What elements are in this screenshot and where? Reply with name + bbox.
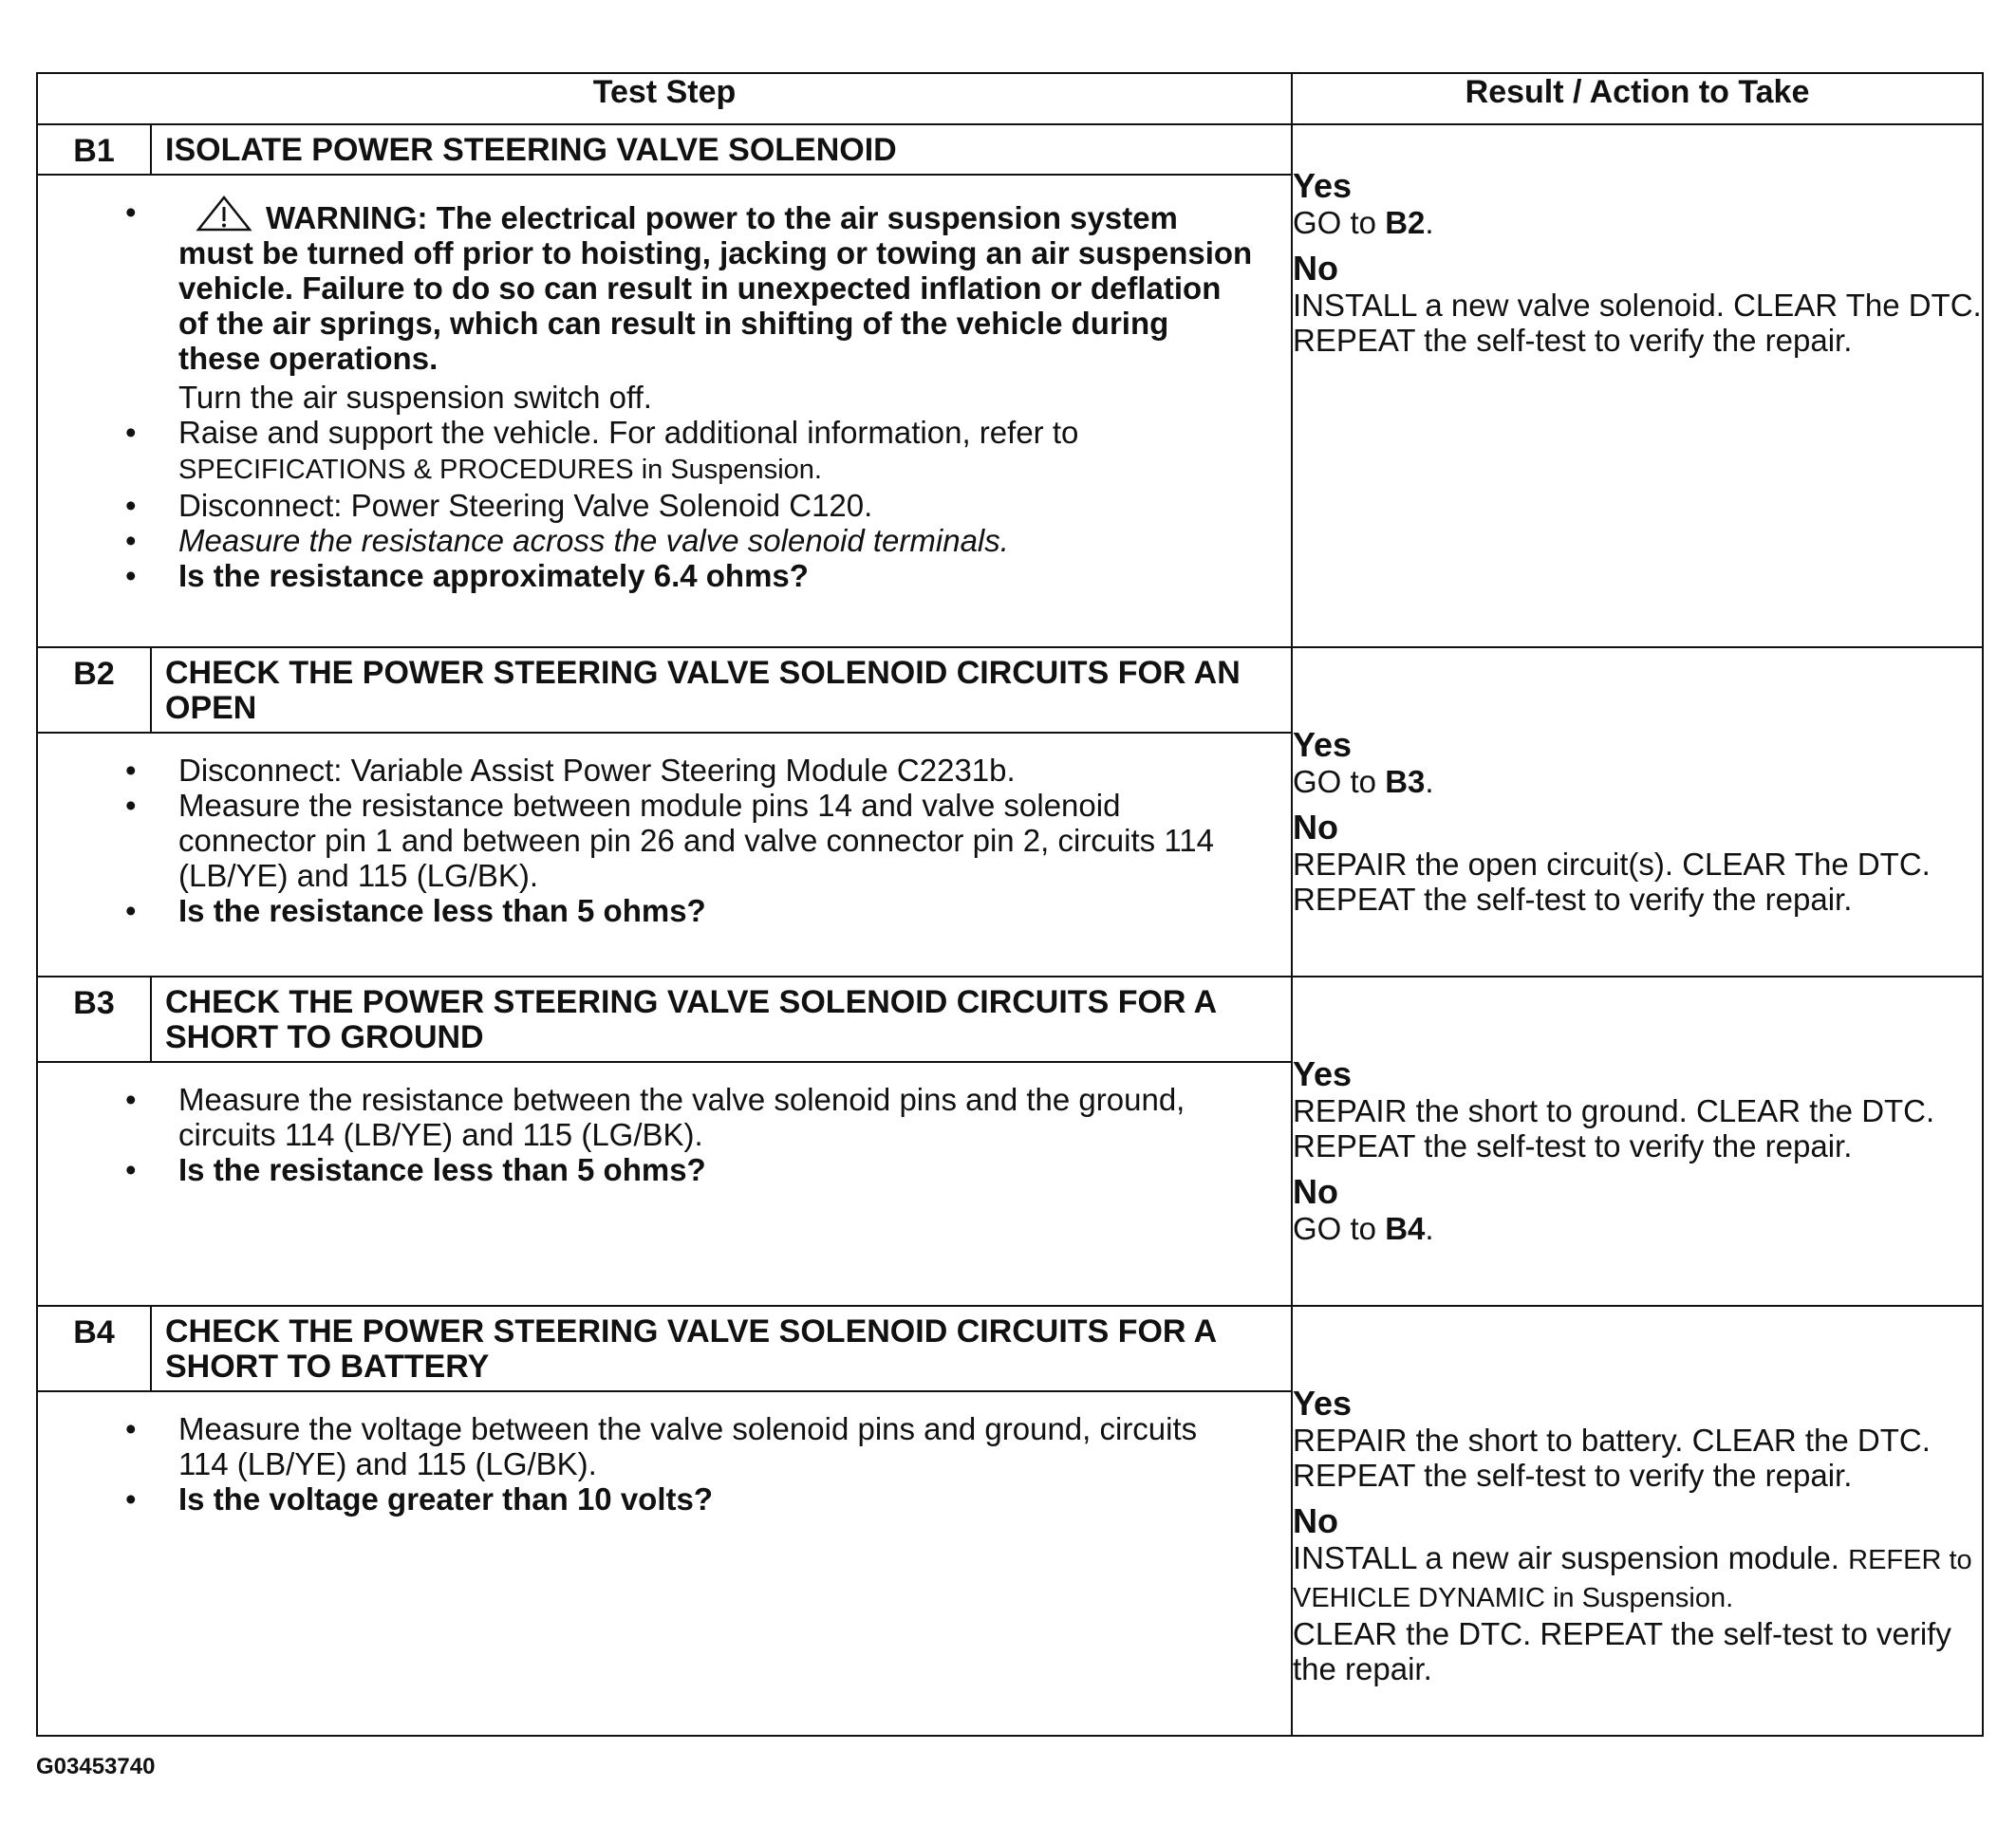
list-item <box>125 753 1253 788</box>
raise-reference: SPECIFICATIONS & PROCEDURES in Suspension. <box>178 455 822 485</box>
bullet-icon: • <box>125 893 137 928</box>
yes-label: Yes <box>1293 1054 1353 1093</box>
step-id: B4 <box>38 1307 152 1390</box>
diagnostic-table <box>36 72 1984 1737</box>
no-action-text-end: CLEAR the DTC. REPEAT the self-test to verify the repair. <box>1293 1616 1951 1686</box>
yes-action-period: . <box>1425 764 1434 799</box>
bullet-icon: • <box>125 753 137 788</box>
question-text: Is the resistance approximately 6.4 ohms? <box>178 558 809 593</box>
measure-text: Measure the resistance across the valve solenoid terminals. <box>178 523 1009 558</box>
bullet-icon: • <box>125 558 137 593</box>
yes-label: Yes <box>1293 166 1353 205</box>
list-item <box>125 788 1253 893</box>
step-id: B3 <box>38 977 152 1061</box>
goto-step-ref: B3 <box>1385 764 1426 799</box>
step-id: B1 <box>38 125 152 174</box>
disconnect-text: Disconnect: Variable Assist Power Steering Module C2231b. <box>178 753 1016 788</box>
result-cell-b1 <box>1292 124 1983 647</box>
bullet-icon: • <box>125 1152 137 1187</box>
no-action-text: GO to <box>1293 1211 1386 1246</box>
step-title: CHECK THE POWER STEERING VALVE SOLENOID CIRCUITS FOR AN OPEN <box>165 655 1241 726</box>
no-action: REPAIR the open circuit(s). CLEAR The DTC. REPEAT the self-test to verify the repair. <box>1293 847 1931 917</box>
list-item <box>125 893 1253 928</box>
result-cell-b4 <box>1292 1306 1983 1736</box>
question-text: Is the resistance less than 5 ohms? <box>178 1152 706 1187</box>
question-text: Is the resistance less than 5 ohms? <box>178 893 706 928</box>
header-result-action: Result / Action to Take <box>1292 73 1983 124</box>
list-item <box>125 1152 1253 1187</box>
no-label: No <box>1293 249 1338 288</box>
step-instructions <box>38 176 1291 601</box>
result-cell-b2 <box>1292 647 1983 977</box>
list-item <box>125 558 1253 593</box>
yes-action <box>1293 205 1982 240</box>
step-instructions <box>38 1392 1291 1524</box>
step-title: CHECK THE POWER STEERING VALVE SOLENOID CIRCUITS FOR A SHORT TO BATTERY <box>165 1313 1216 1385</box>
step-titlebar <box>38 648 1291 734</box>
yes-action: REPAIR the short to ground. CLEAR the DTC. REPEAT the self-test to verify the repair. <box>1293 1093 1935 1164</box>
step-titlebar <box>38 1307 1291 1392</box>
figure-id: G03453740 <box>36 1754 156 1779</box>
step-cell-b1 <box>37 124 1292 647</box>
list-item <box>125 1082 1253 1152</box>
list-item <box>125 1481 1253 1517</box>
no-action <box>1293 1540 1982 1686</box>
no-action-period: . <box>1425 1211 1434 1246</box>
no-action <box>1293 1211 1982 1246</box>
list-item <box>125 415 1253 488</box>
question-text: Is the voltage greater than 10 volts? <box>178 1481 713 1517</box>
goto-step-ref: B4 <box>1385 1211 1426 1246</box>
bullet-icon: • <box>125 415 137 450</box>
step-cell-b3 <box>37 977 1292 1306</box>
step-instructions <box>38 734 1291 936</box>
yes-action-text: GO to <box>1293 764 1386 799</box>
step-title: ISOLATE POWER STEERING VALVE SOLENOID <box>165 132 897 168</box>
warning-item <box>125 195 1253 376</box>
step-row-b4 <box>37 1306 1983 1736</box>
result-cell-b3 <box>1292 977 1983 1306</box>
step-row-b1 <box>37 124 1983 647</box>
bullet-icon: • <box>125 488 137 523</box>
step-titlebar <box>38 977 1291 1063</box>
step-id: B2 <box>38 648 152 732</box>
step-row-b2 <box>37 647 1983 977</box>
measure-text: Measure the resistance between the valve solenoid pins and the ground, circuits 114 (LB/YE) and 115 (LG/BK). <box>178 1082 1185 1152</box>
step-cell-b4 <box>37 1306 1292 1736</box>
bullet-icon: • <box>125 1481 137 1517</box>
bullet-icon: • <box>125 195 137 230</box>
yes-action <box>1293 764 1982 799</box>
header-row <box>37 73 1983 124</box>
no-label: No <box>1293 808 1338 847</box>
bullet-icon: • <box>125 523 137 558</box>
raise-text: Raise and support the vehicle. For additional information, refer to <box>178 415 1079 450</box>
measure-text: Measure the resistance between module pins 14 and valve solenoid connector pin 1 and between pin 26 and valve connector pin 2, circuits 114 (LB/YE) and 115 (LG/BK). <box>178 788 1214 893</box>
warning-triangle-icon <box>196 195 252 233</box>
step-title: CHECK THE POWER STEERING VALVE SOLENOID CIRCUITS FOR A SHORT TO GROUND <box>165 984 1216 1055</box>
list-item <box>125 1411 1253 1481</box>
no-action-text: INSTALL a new air suspension module. <box>1293 1540 1849 1575</box>
bullet-icon: • <box>125 1411 137 1446</box>
yes-label: Yes <box>1293 1384 1353 1423</box>
yes-action-text: GO to <box>1293 205 1386 240</box>
yes-label: Yes <box>1293 725 1353 764</box>
bullet-icon: • <box>125 1082 137 1117</box>
disconnect-text: Disconnect: Power Steering Valve Solenoid C120. <box>178 488 873 523</box>
no-action-reference: REFER to VEHICLE DYNAMIC in Suspension. <box>1293 1545 1972 1613</box>
header-test-step: Test Step <box>37 73 1292 124</box>
yes-action-period: . <box>1425 205 1434 240</box>
step-instructions <box>38 1063 1291 1195</box>
measure-text: Measure the voltage between the valve solenoid pins and ground, circuits 114 (LB/YE) and 115 (LG/BK). <box>178 1411 1198 1481</box>
warning-text: WARNING: The electrical power to the air suspension system must be turned off prior to hoisting, jacking or towing an air suspension vehicle. Failure to do so can result in unexpected inflation or deflation of the air springs, which can result in shifting of the vehicle during these operations. <box>178 200 1253 376</box>
no-label: No <box>1293 1501 1338 1540</box>
yes-action: REPAIR the short to battery. CLEAR the DTC. REPEAT the self-test to verify the repair. <box>1293 1423 1931 1493</box>
goto-step-ref: B2 <box>1385 205 1426 240</box>
list-item <box>125 523 1253 558</box>
bullet-icon: • <box>125 788 137 823</box>
step-cell-b2 <box>37 647 1292 977</box>
turn-off-label: Turn the air suspension switch off. <box>178 380 652 415</box>
step-row-b3 <box>37 977 1983 1306</box>
turn-off-text <box>178 380 1253 415</box>
no-label: No <box>1293 1172 1338 1211</box>
no-action: INSTALL a new valve solenoid. CLEAR The DTC. REPEAT the self-test to verify the repair. <box>1293 288 1982 358</box>
step-titlebar <box>38 125 1291 176</box>
list-item <box>125 488 1253 523</box>
